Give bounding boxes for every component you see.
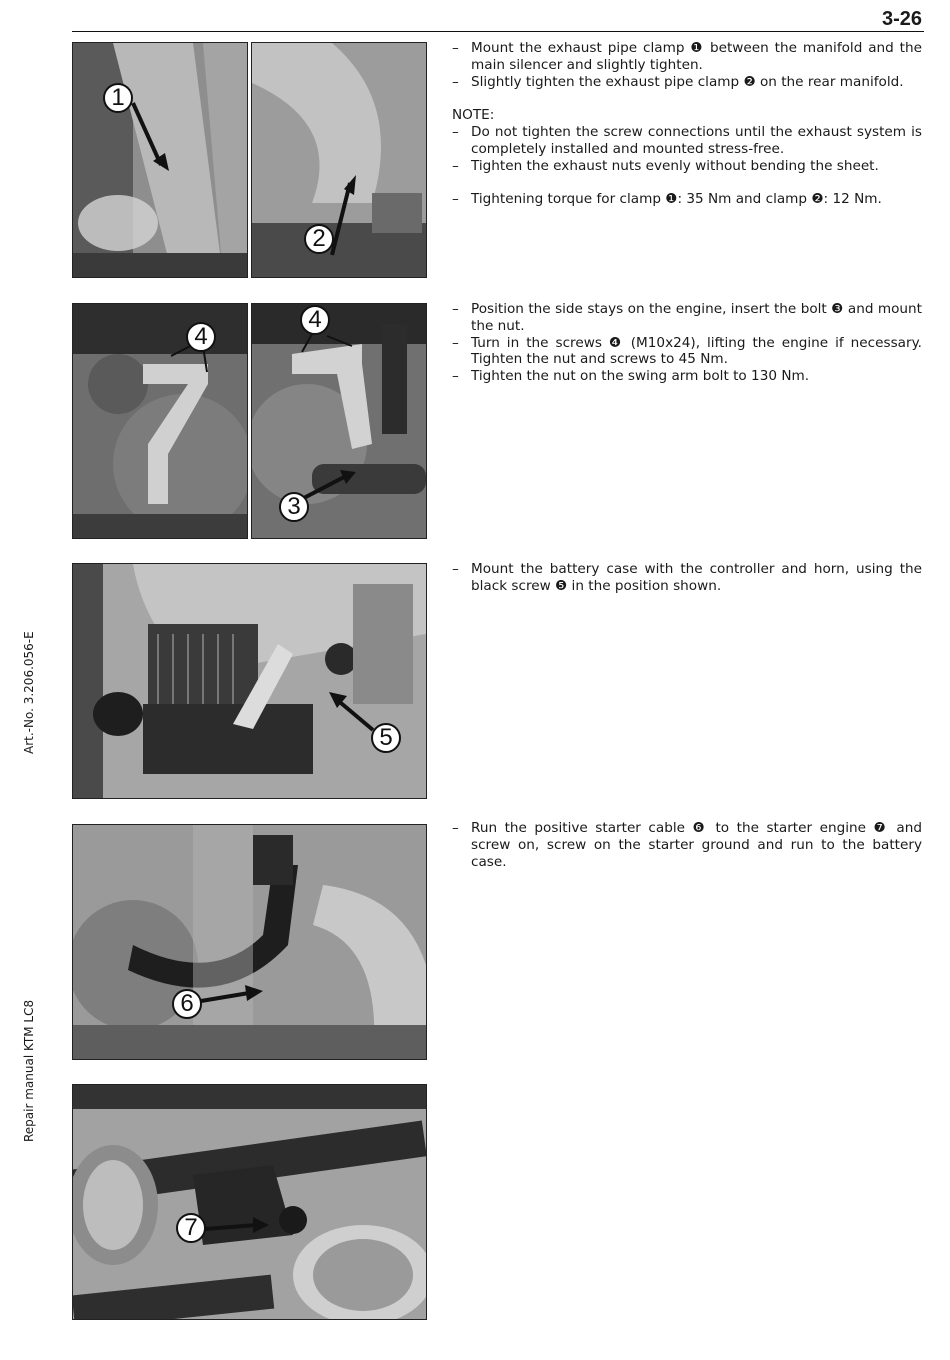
photo-battery-case	[72, 563, 427, 799]
note-text: Do not tighten the screw connections until the exhaust system is completely installed and mounted stress-free.	[471, 124, 922, 157]
instruction-text: Tighten the nut on the swing arm bolt to 130 Nm.	[471, 368, 810, 385]
article-number-label: Art.-No. 3.206.056-E	[22, 631, 36, 754]
instruction-text: Mount the exhaust pipe clamp ❶ between the manifold and the main silencer and slightly tighten.	[471, 40, 922, 73]
torque-text: Tightening torque for clamp ❶: 35 Nm and clamp ❷: 12 Nm.	[471, 190, 882, 207]
note-text: Tighten the exhaust nuts evenly without bending the sheet.	[471, 157, 879, 174]
dash: –	[452, 157, 459, 174]
note-title: NOTE:	[452, 107, 495, 124]
instruction-text: Slightly tighten the exhaust pipe clamp ❷ on the rear manifold.	[471, 73, 904, 90]
callout-1: 1	[103, 83, 133, 113]
instruction-text: Turn in the screws ❹ (M10x24), lifting the engine if necessary. Tighten the nut and screws to 45 Nm.	[471, 334, 922, 368]
instruction-item	[452, 368, 922, 385]
callout-5: 5	[371, 723, 401, 753]
dash: –	[452, 334, 459, 351]
photo-starter-engine	[72, 1084, 427, 1320]
section-4-text	[452, 820, 922, 870]
callout-3: 3	[279, 492, 309, 522]
dash: –	[452, 190, 459, 207]
note-item	[452, 158, 922, 175]
instruction-text: Position the side stays on the engine, insert the bolt ❸ and mount the nut.	[471, 301, 922, 334]
section-3-text	[452, 561, 922, 595]
instruction-text: Mount the battery case with the controller and horn, using the black screw ❺ in the position shown.	[471, 561, 922, 594]
dash: –	[452, 368, 459, 385]
header-rule	[72, 31, 924, 32]
torque-item	[452, 191, 922, 208]
dash: –	[452, 820, 459, 836]
photo-exhaust-clamp-front	[72, 42, 248, 278]
dash: –	[452, 40, 459, 56]
dash: –	[452, 301, 459, 317]
callout-4-right: 4	[300, 305, 330, 335]
instruction-item	[452, 74, 922, 91]
photo-side-stay-right	[251, 303, 427, 539]
photo-starter-cable	[72, 824, 427, 1060]
instruction-item	[452, 301, 922, 335]
callout-6: 6	[172, 989, 202, 1019]
instruction-item	[452, 820, 922, 870]
dash: –	[452, 561, 459, 577]
note-item	[452, 124, 922, 158]
instruction-item	[452, 561, 922, 595]
callout-4-left: 4	[186, 322, 216, 352]
instruction-item	[452, 40, 922, 74]
photo-side-stay-left	[72, 303, 248, 539]
photo-exhaust-clamp-rear	[251, 42, 427, 278]
instruction-item	[452, 335, 922, 369]
instruction-text: Run the positive starter cable ❻ to the starter engine ❼ and screw on, screw on the starter ground and run to the battery case.	[471, 820, 922, 870]
section-2-text	[452, 301, 922, 385]
manual-title-label: Repair manual KTM LC8	[22, 999, 36, 1142]
callout-2: 2	[304, 224, 334, 254]
page-number: 3-26	[881, 8, 922, 30]
callout-7: 7	[176, 1213, 206, 1243]
dash: –	[452, 73, 459, 90]
dash: –	[452, 124, 459, 141]
section-1-text	[452, 40, 922, 207]
